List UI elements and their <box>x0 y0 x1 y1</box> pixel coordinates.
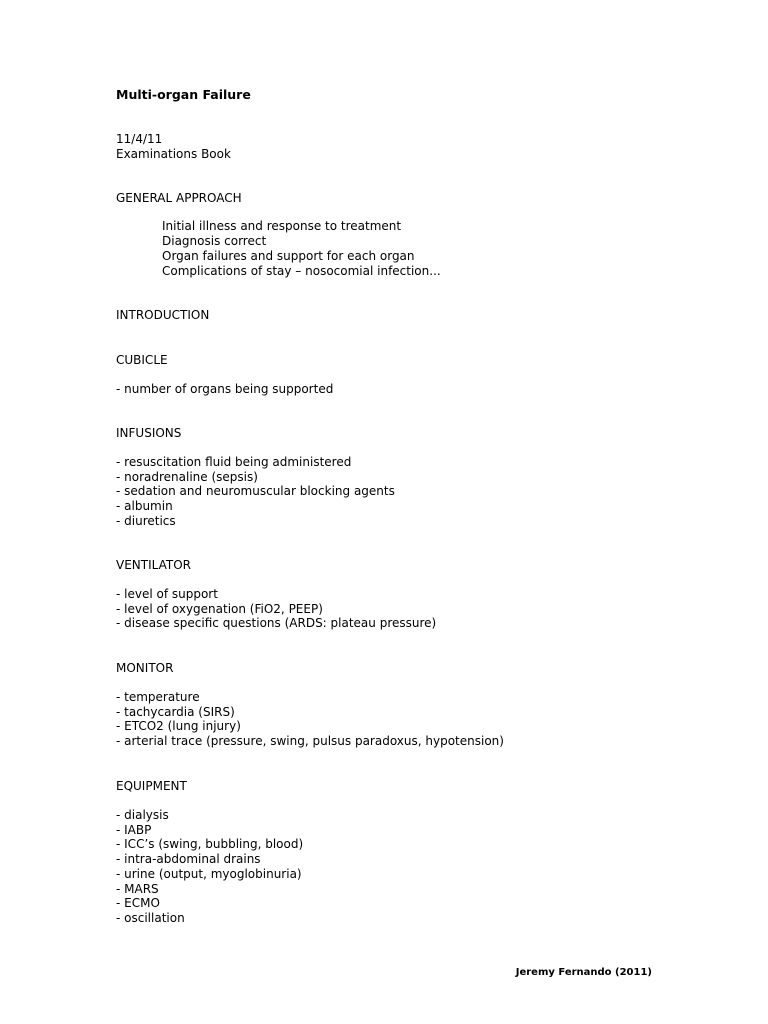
list-item: - oscillation <box>116 910 185 925</box>
list-item: - MARS <box>116 881 159 896</box>
document-meta <box>116 132 231 162</box>
ventilator-list <box>116 587 436 631</box>
list-item: - IABP <box>116 822 152 837</box>
list-item: - disease specific questions (ARDS: plateau pressure) <box>116 616 437 631</box>
heading-introduction: INTRODUCTION <box>116 308 210 322</box>
list-item: - sedation and neuromuscular blocking agents <box>116 484 395 499</box>
cubicle-list <box>116 382 333 397</box>
list-item: - ECMO <box>116 896 160 911</box>
list-item: - level of support <box>116 587 218 601</box>
heading-equipment: EQUIPMENT <box>116 779 187 793</box>
heading-infusions: INFUSIONS <box>116 426 182 440</box>
document-source: Examinations Book <box>116 147 231 161</box>
list-item: - number of organs being supported <box>116 382 334 396</box>
heading-monitor: MONITOR <box>116 661 174 675</box>
heading-cubicle: CUBICLE <box>116 353 168 367</box>
heading-general-approach: GENERAL APPROACH <box>116 191 242 205</box>
list-item: - level of oxygenation (FiO2, PEEP) <box>116 601 323 616</box>
list-item: - noradrenaline (sepsis) <box>116 469 258 484</box>
list-item: - ICC’s (swing, bubbling, blood) <box>116 837 304 852</box>
list-item: Complications of stay – nosocomial infection... <box>162 264 441 278</box>
list-item: - arterial trace (pressure, swing, pulsus paradoxus, hypotension) <box>116 734 504 749</box>
list-item: - tachycardia (SIRS) <box>116 704 235 719</box>
heading-ventilator: VENTILATOR <box>116 558 191 572</box>
list-item: - intra-abdominal drains <box>116 852 261 867</box>
list-item: - albumin <box>116 499 173 514</box>
document-date: 11/4/11 <box>116 132 163 146</box>
infusions-list <box>116 455 395 529</box>
list-item: Diagnosis correct <box>162 234 267 248</box>
equipment-list <box>116 808 303 926</box>
list-item: - dialysis <box>116 808 169 822</box>
general-approach-list <box>162 219 441 279</box>
list-item: Organ failures and support for each organ <box>162 249 415 263</box>
footer-author: Jeremy Fernando (2011) <box>515 967 652 978</box>
list-item: Initial illness and response to treatment <box>162 219 402 233</box>
list-item: - urine (output, myoglobinuria) <box>116 866 302 881</box>
list-item: - diuretics <box>116 513 176 528</box>
document-title: Multi-organ Failure <box>116 87 251 102</box>
list-item: - temperature <box>116 690 200 704</box>
list-item: - ETCO2 (lung injury) <box>116 719 241 734</box>
monitor-list <box>116 690 504 749</box>
list-item: - resuscitation fluid being administered <box>116 455 352 469</box>
